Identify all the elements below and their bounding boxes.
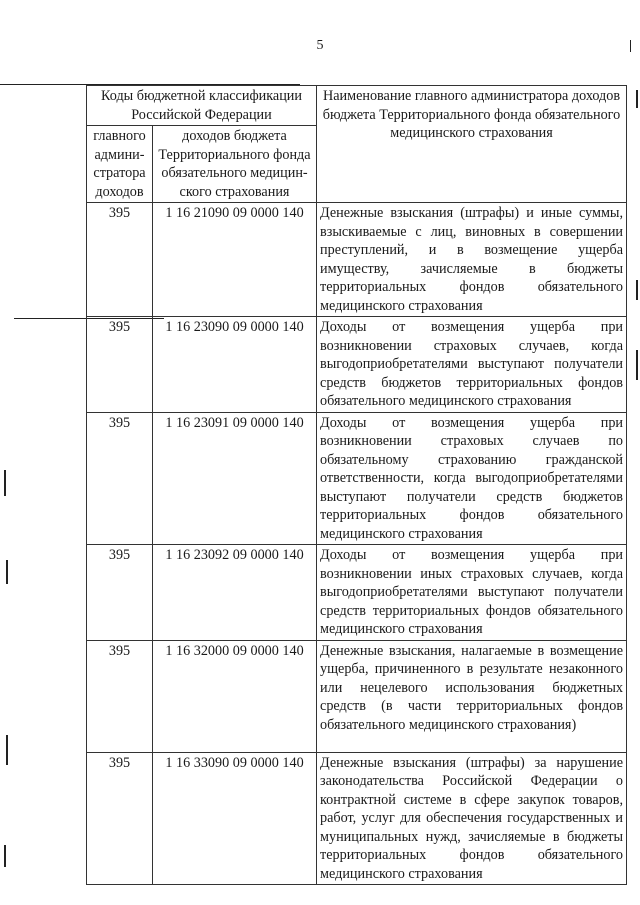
admin-code: 395 [87, 412, 153, 545]
income-code: 1 16 23091 09 0000 140 [153, 412, 317, 545]
table-row [87, 412, 627, 545]
income-description: Денежные взыскания, налагаемые в возмещение ущерба, причиненного в результате незаконного или нецелевого использования бюджетных средств (в части территориальных фондов обязательного медицинского страхования) [317, 640, 627, 752]
income-description: Доходы от возмещения ущерба при возникновении иных страховых случаев, когда выгодоприобретателями выступают получатели средств территориальных фондов обязательного медицинского страхования [317, 545, 627, 641]
scan-artifact-mark [636, 280, 638, 300]
income-code: 1 16 23092 09 0000 140 [153, 545, 317, 641]
scan-artifact-mark [6, 560, 8, 584]
header-fund-income: доходов бюджета Территориального фонда обязательного медицин-ского страхования [153, 126, 317, 203]
admin-code: 395 [87, 640, 153, 752]
table-row [87, 640, 627, 752]
scan-artifact-mark [636, 350, 638, 380]
income-code: 1 16 21090 09 0000 140 [153, 203, 317, 317]
income-description: Денежные взыскания (штрафы) и иные суммы, взыскиваемые с лиц, виновных в совершении преступлений, и в возмещение ущерба имуществу, зачисляемые в бюджеты территориальных фондов обязательного медицинского страхования [317, 203, 627, 317]
table-row [87, 752, 627, 885]
admin-code: 395 [87, 317, 153, 413]
page-number: 5 [316, 38, 324, 53]
admin-code: 395 [87, 203, 153, 317]
table-row [87, 545, 627, 641]
admin-code: 395 [87, 752, 153, 885]
table-row [87, 203, 627, 317]
scan-artifact-mark [636, 90, 638, 108]
scan-artifact-mark [4, 845, 6, 867]
income-description: Доходы от возмещения ущерба при возникновении страховых случаев по обязательному страхованию гражданской ответственности, когда выгодоприобретателями выступают получатели средств бюджетов территориальных фондов обязательного медицинского страхования [317, 412, 627, 545]
income-code: 1 16 23090 09 0000 140 [153, 317, 317, 413]
income-code: 1 16 33090 09 0000 140 [153, 752, 317, 885]
budget-codes-table [86, 85, 627, 885]
admin-code: 395 [87, 545, 153, 641]
income-description: Доходы от возмещения ущерба при возникновении страховых случаев, когда выгодоприобретателями выступают получатели средств бюджетов территориальных фондов обязательного медицинского страхования [317, 317, 627, 413]
income-description: Денежные взыскания (штрафы) за нарушение законодательства Российской Федерации о контрактной системе в сфере закупок товаров, работ, услуг для обеспечения государственных и муниципальных нужд, зачисляемые в бюджеты территориальных фондов обязательного медицинского страхования [317, 752, 627, 885]
scan-artifact-mark [6, 735, 8, 765]
income-code: 1 16 32000 09 0000 140 [153, 640, 317, 752]
scan-artifact-mark [4, 470, 6, 496]
table-row [87, 317, 627, 413]
header-administrator-name: Наименование главного администратора доходов бюджета Территориального фонда обязательного медицинского страхования [317, 86, 627, 203]
header-budget-classification-codes: Коды бюджетной классификации Российской Федерации [87, 86, 317, 126]
header-main-administrator: главного админи-стратора доходов [87, 126, 153, 203]
scan-artifact-mark [630, 40, 631, 52]
